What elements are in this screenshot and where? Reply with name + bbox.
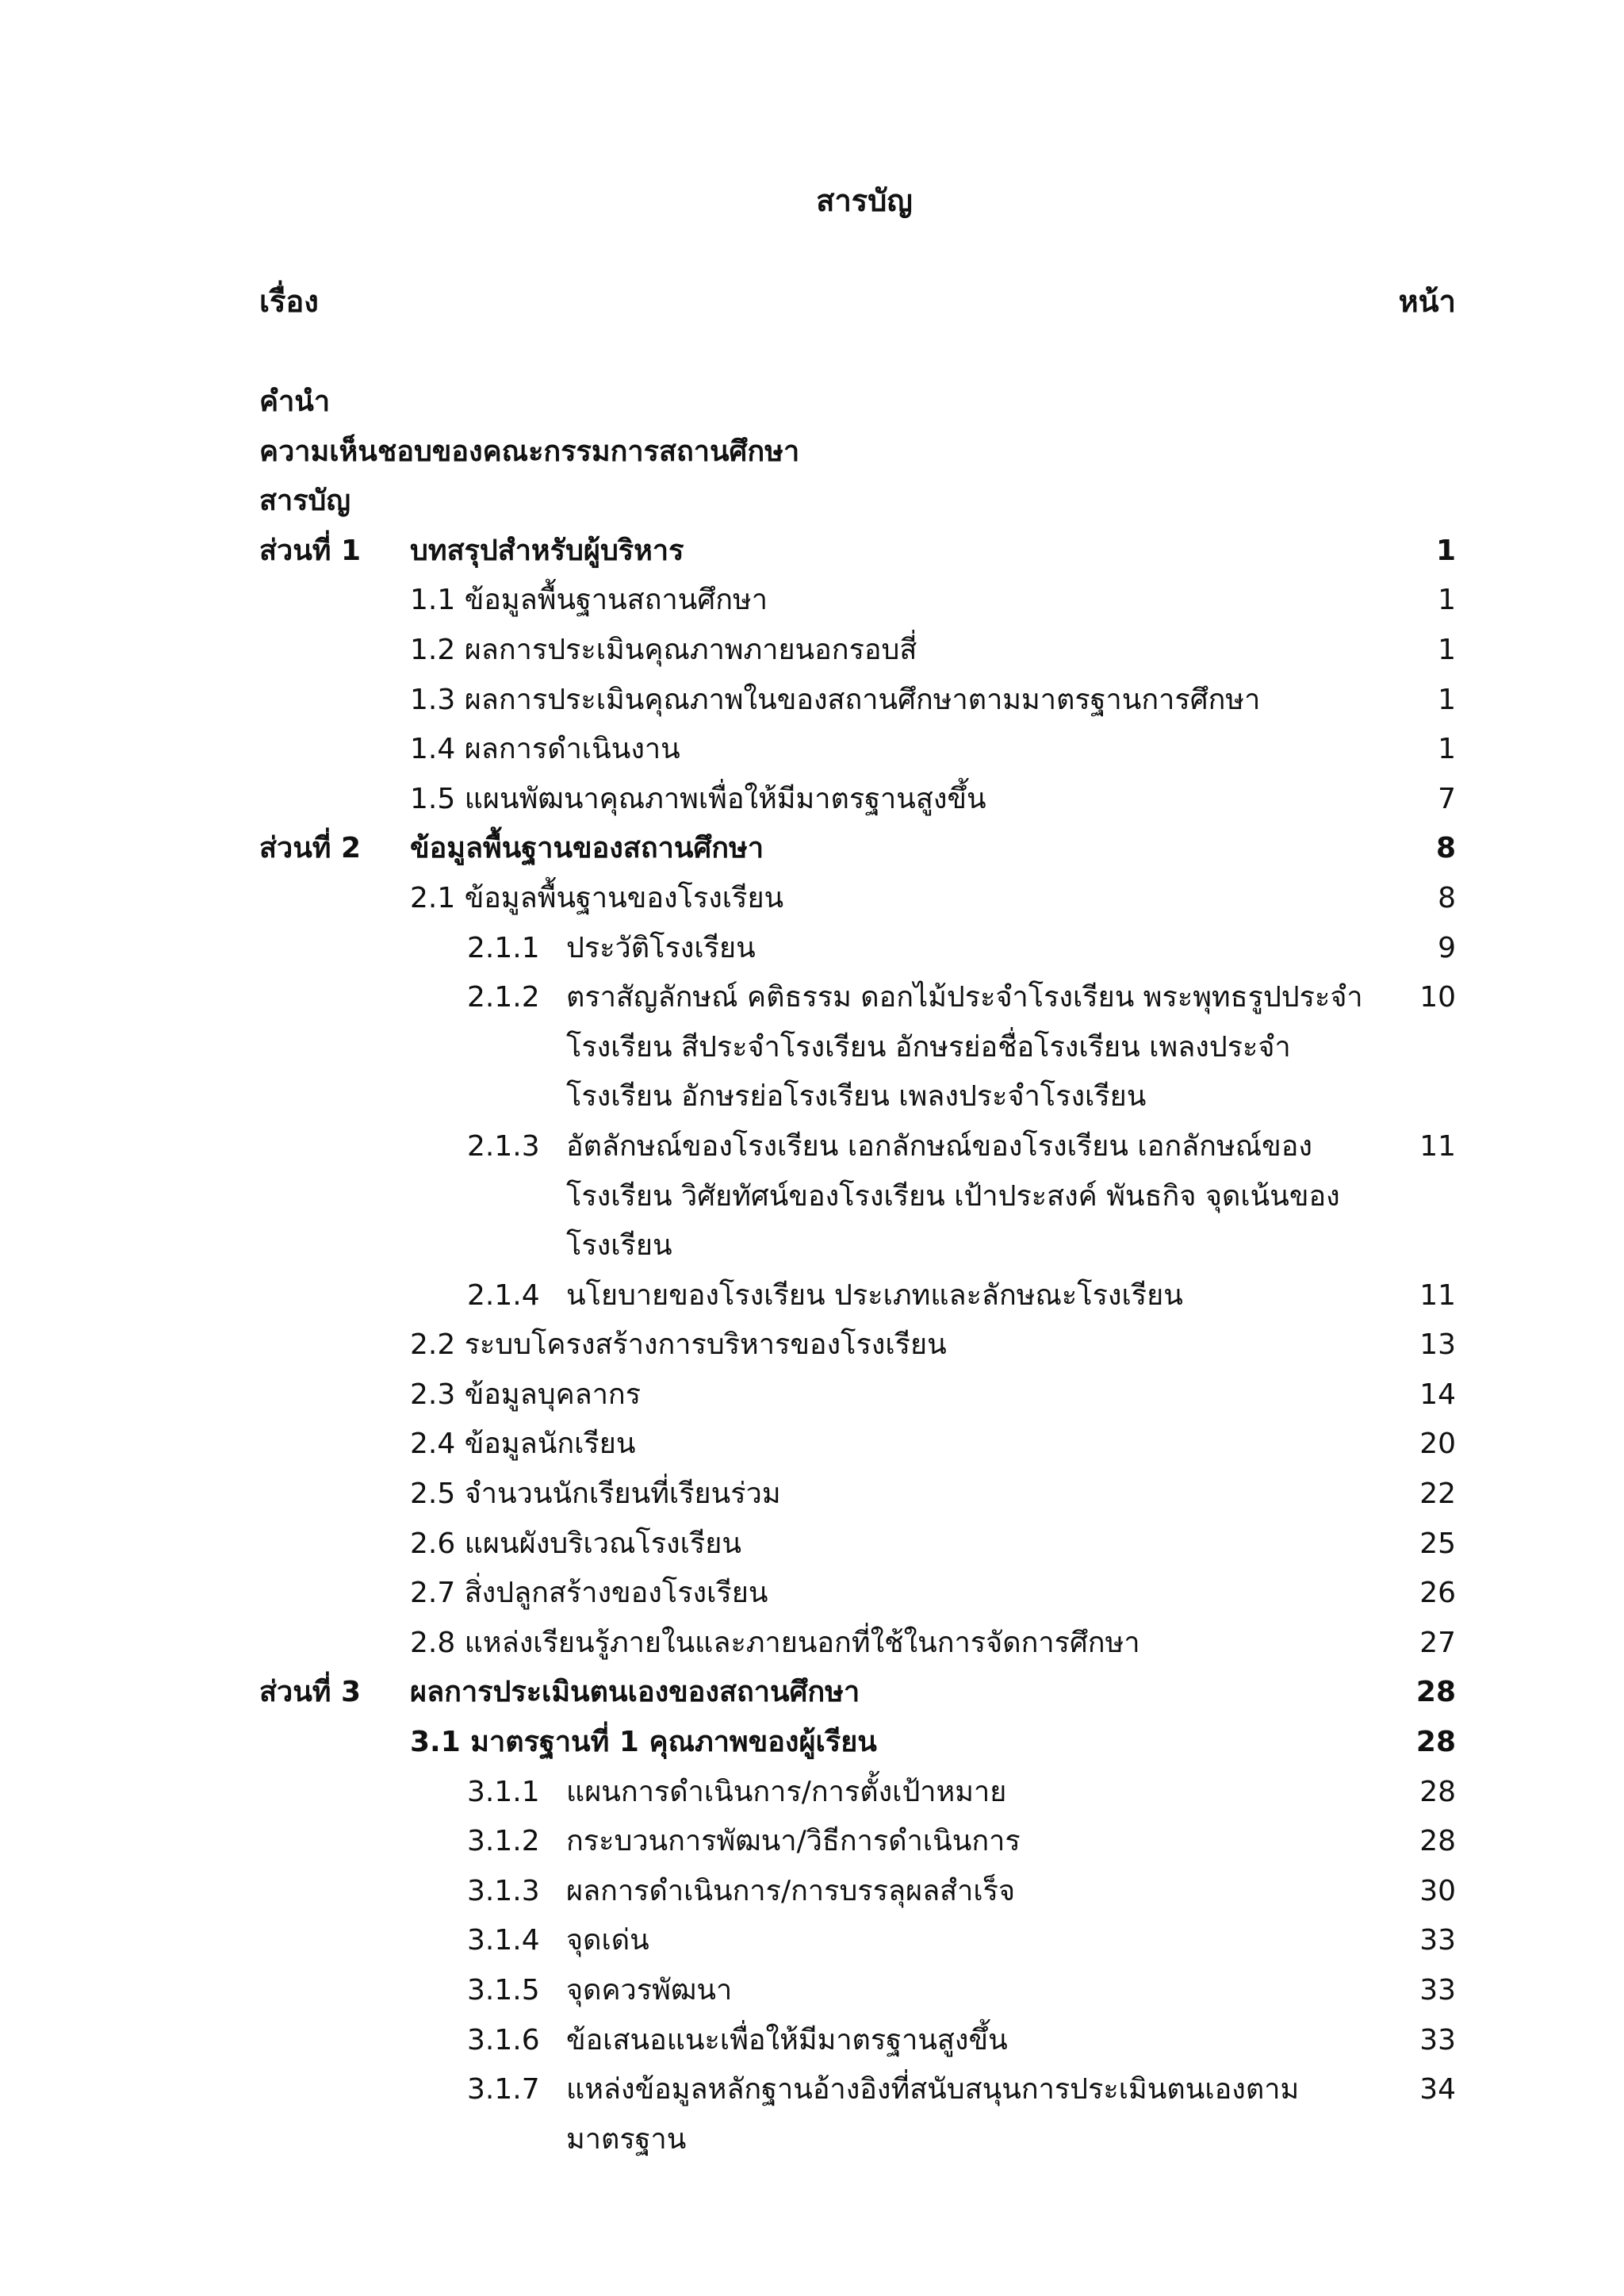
page-column-header: หน้า <box>1398 284 1456 319</box>
toc-entry-title: 1.1 ข้อมูลพื้นฐานสถานศึกษา <box>410 584 768 617</box>
toc-page-number: 8 <box>1435 832 1456 865</box>
toc-entry <box>259 1867 1456 1917</box>
toc-entry <box>259 626 1456 676</box>
toc-entry <box>259 1370 1456 1420</box>
toc-entry-title: ประวัติโรงเรียน <box>566 931 756 964</box>
toc-page-number: 33 <box>1419 1924 1456 1957</box>
toc-entry <box>259 1470 1456 1520</box>
toc-entry <box>259 973 1456 1122</box>
subject-column-header: เรื่อง <box>259 284 319 319</box>
toc-part-label: ส่วนที่ 2 <box>259 832 362 865</box>
toc-page-number: 11 <box>1419 1129 1456 1163</box>
toc-entry-title: 1.4 ผลการดำเนินงาน <box>410 733 680 766</box>
toc-entry <box>259 874 1456 924</box>
toc-entry-number: 3.1.3 <box>467 1874 540 1907</box>
toc-page-number: 8 <box>1438 881 1456 914</box>
toc-entry <box>259 1718 1456 1768</box>
toc-entry <box>259 477 1456 527</box>
toc-entry <box>259 1520 1456 1570</box>
toc-entry-title: 2.5 จำนวนนักเรียนที่เรียนร่วม <box>410 1478 781 1511</box>
toc-page-number: 7 <box>1438 782 1456 815</box>
toc-page-number: 1 <box>1438 633 1456 666</box>
toc-entry <box>259 1619 1456 1669</box>
toc-entry <box>259 1320 1456 1370</box>
toc-part-label: ส่วนที่ 1 <box>259 534 362 567</box>
toc-entry-title: อัตลักษณ์ของโรงเรียน เอกลักษณ์ของโรงเรียน เอกลักษณ์ของโรงเรียน วิศัยทัศน์ของโรงเรียน เป้าประสงค์ พันธกิจ จุดเน้นของโรงเรียน <box>566 1129 1340 1263</box>
toc-entry-number: 3.1.6 <box>467 2023 540 2056</box>
toc-entry-title: 1.3 ผลการประเมินคุณภาพในของสถานศึกษาตามมาตรฐานการศึกษา <box>410 683 1261 716</box>
toc-page-number: 1 <box>1438 683 1456 716</box>
toc-entry <box>259 1271 1456 1321</box>
toc-entry <box>259 1122 1456 1271</box>
toc-entry-title: 2.8 แหล่งเรียนรู้ภายในและภายนอกที่ใช้ในการจัดการศึกษา <box>410 1626 1140 1659</box>
toc-page-number: 11 <box>1419 1278 1456 1312</box>
toc-entry-title: นโยบายของโรงเรียน ประเภทและลักษณะโรงเรียน <box>566 1278 1183 1312</box>
toc-page-number: 1 <box>1435 534 1456 567</box>
toc-entry <box>259 378 1456 427</box>
toc-entry-title: แผนการดำเนินการ/การตั้งเป้าหมาย <box>566 1775 1007 1808</box>
toc-page-number: 28 <box>1415 1726 1456 1759</box>
toc-entry-title: ข้อมูลพื้นฐานของสถานศึกษา <box>410 832 764 865</box>
toc-entry-title: ข้อเสนอแนะเพื่อให้มีมาตรฐานสูงขึ้น <box>566 2023 1008 2056</box>
toc-entry-title: จุดเด่น <box>566 1924 649 1957</box>
toc-entry-title: ตราสัญลักษณ์ คติธรรม ดอกไม้ประจำโรงเรียน พระพุทธรูปประจำโรงเรียน สีประจำโรงเรียน อักษรย่อชื่อโรงเรียน เพลงประจำโรงเรียน อักษรย่อโรงเรียน เพลงประจำโรงเรียน <box>566 981 1363 1114</box>
toc-entry <box>259 676 1456 726</box>
toc-page-number: 22 <box>1419 1478 1456 1511</box>
toc-entry-title: สารบัญ <box>259 485 351 518</box>
toc-entry-number: 2.1.2 <box>467 981 540 1014</box>
toc-entry <box>259 527 1456 577</box>
toc-entry <box>259 1916 1456 1966</box>
toc-page-number: 28 <box>1419 1825 1456 1858</box>
toc-entry-number: 3.1.5 <box>467 1974 540 2007</box>
toc-entry-title: 2.7 สิ่งปลูกสร้างของโรงเรียน <box>410 1577 768 1610</box>
toc-entry-title: 2.2 ระบบโครงสร้างการบริหารของโรงเรียน <box>410 1328 947 1362</box>
toc-page-number: 9 <box>1438 931 1456 964</box>
toc-page-number: 27 <box>1419 1626 1456 1659</box>
toc-page-number: 1 <box>1438 733 1456 766</box>
toc-entry-title: ความเห็นชอบของคณะกรรมการสถานศึกษา <box>259 435 800 468</box>
toc-entry-title: 1.2 ผลการประเมินคุณภาพภายนอกรอบสี่ <box>410 633 917 666</box>
toc-entry-number: 3.1.7 <box>467 2073 540 2106</box>
toc-entry-title: 2.6 แผนผังบริเวณโรงเรียน <box>410 1527 741 1560</box>
toc-entry-title: 3.1 มาตรฐานที่ 1 คุณภาพของผู้เรียน <box>410 1726 877 1759</box>
toc-part-label: ส่วนที่ 3 <box>259 1676 362 1709</box>
toc-page-number: 28 <box>1415 1676 1456 1709</box>
toc-page-number: 20 <box>1419 1428 1456 1461</box>
page-title: สารบัญ <box>816 183 913 218</box>
toc-entry-title: จุดควรพัฒนา <box>566 1974 733 2007</box>
toc-entry <box>259 1768 1456 1818</box>
toc-entry-title: 2.3 ข้อมูลบุคลากร <box>410 1378 642 1411</box>
toc-entry-title: แหล่งข้อมูลหลักฐานอ้างอิงที่สนับสนุนการประเมินตนเองตามมาตรฐาน <box>566 2073 1300 2156</box>
toc-entry <box>259 2065 1456 2164</box>
toc-entry <box>259 725 1456 775</box>
toc-entry <box>259 924 1456 974</box>
toc-page-number: 28 <box>1419 1775 1456 1808</box>
toc-entry-number: 2.1.1 <box>467 931 540 964</box>
toc-entry-number: 2.1.4 <box>467 1278 540 1312</box>
table-of-contents <box>259 378 1456 2164</box>
toc-page-number: 26 <box>1419 1577 1456 1610</box>
toc-page-number: 1 <box>1438 584 1456 617</box>
toc-entry <box>259 1817 1456 1867</box>
toc-entry <box>259 1569 1456 1619</box>
toc-entry <box>259 576 1456 626</box>
toc-entry-title: ผลการประเมินตนเองของสถานศึกษา <box>410 1676 860 1709</box>
toc-page-number: 33 <box>1419 2023 1456 2056</box>
toc-entry <box>259 824 1456 874</box>
toc-entry-title: ผลการดำเนินการ/การบรรลุผลสำเร็จ <box>566 1874 1016 1907</box>
toc-entry <box>259 1966 1456 2016</box>
toc-page-number: 10 <box>1419 981 1456 1014</box>
toc-entry-number: 2.1.3 <box>467 1129 540 1163</box>
toc-page-number: 33 <box>1419 1974 1456 2007</box>
toc-page-number: 13 <box>1419 1328 1456 1362</box>
toc-page-number: 30 <box>1419 1874 1456 1907</box>
toc-entry <box>259 1420 1456 1470</box>
toc-entry-title: คำนำ <box>259 385 331 418</box>
toc-entry-title: กระบวนการพัฒนา/วิธีการดำเนินการ <box>566 1825 1021 1858</box>
toc-entry-number: 3.1.1 <box>467 1775 540 1808</box>
toc-entry <box>259 427 1456 477</box>
toc-entry <box>259 2016 1456 2066</box>
toc-entry-title: 2.4 ข้อมูลนักเรียน <box>410 1428 636 1461</box>
toc-entry <box>259 775 1456 825</box>
toc-page-number: 34 <box>1419 2073 1456 2106</box>
toc-entry-number: 3.1.4 <box>467 1924 540 1957</box>
toc-page-number: 25 <box>1419 1527 1456 1560</box>
toc-entry-number: 3.1.2 <box>467 1825 540 1858</box>
toc-entry-title: บทสรุปสำหรับผู้บริหาร <box>410 534 684 567</box>
toc-entry-title: 1.5 แผนพัฒนาคุณภาพเพื่อให้มีมาตรฐานสูงขึ้น <box>410 782 986 815</box>
toc-page-number: 14 <box>1419 1378 1456 1411</box>
toc-entry <box>259 1668 1456 1718</box>
toc-entry-title: 2.1 ข้อมูลพื้นฐานของโรงเรียน <box>410 881 784 914</box>
